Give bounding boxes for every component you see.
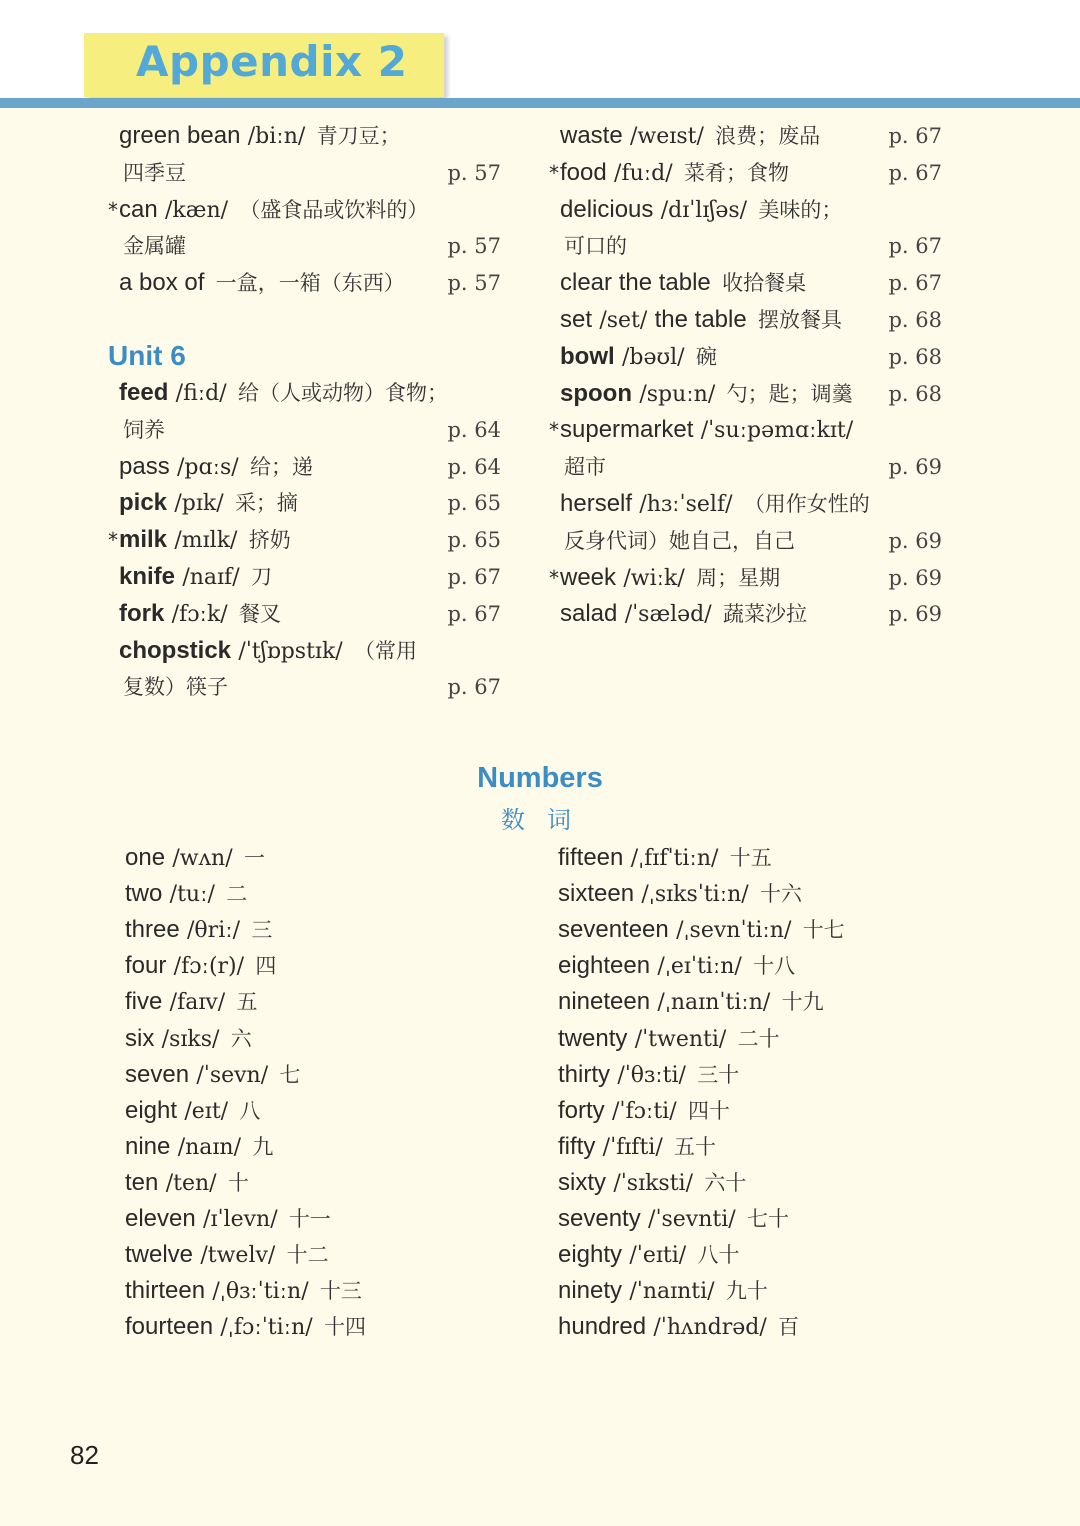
vocab-entry	[119, 449, 501, 485]
chinese-meaning: 勺；匙；调羹	[726, 381, 853, 406]
vocab-entry	[558, 1273, 978, 1309]
vocab-entry	[558, 1309, 978, 1345]
headword: food	[560, 158, 607, 186]
page-reference: p. 64	[447, 417, 501, 442]
headword: knife	[119, 563, 176, 590]
vocab-entry	[560, 523, 942, 559]
headword: thirty	[558, 1060, 611, 1088]
page-reference: p. 57	[447, 271, 501, 296]
asterisk-mark: *	[549, 418, 559, 443]
phonetic: /ˈnaɪnti/	[629, 1279, 715, 1305]
headword: fifteen	[558, 844, 624, 871]
page-reference: p. 69	[888, 602, 942, 627]
headword: twelve	[125, 1241, 194, 1269]
vocab-entry	[119, 633, 501, 669]
vocab-entry	[125, 1309, 525, 1345]
headword: seven	[125, 1060, 190, 1088]
phonetic: /ˌfɪfˈtiːn/	[630, 846, 719, 871]
page-reference: p. 67	[888, 160, 942, 185]
page-reference: p. 57	[447, 234, 501, 259]
page-title: Appendix 2	[136, 37, 408, 86]
chinese-meaning: 九十	[725, 1279, 768, 1304]
phonetic: /ˈsevnti/	[648, 1207, 736, 1232]
phonetic: /kæn/	[165, 197, 229, 223]
headword: pass	[119, 452, 170, 480]
chinese-meaning: 饲养	[123, 417, 165, 442]
vocab-entry	[560, 339, 942, 375]
vocab-entry	[119, 559, 501, 595]
header-rule	[0, 98, 1080, 108]
headword: bowl	[560, 342, 615, 370]
page-reference: p. 64	[447, 454, 501, 479]
headword: feed	[119, 379, 169, 406]
phonetic: /ˈeɪti/	[629, 1243, 687, 1269]
vocab-entry	[558, 1237, 978, 1273]
vocab-entry	[125, 1093, 525, 1129]
vocab-entry	[549, 155, 942, 191]
phonetic: /ɪˈlevn/	[203, 1207, 278, 1232]
chinese-meaning: 百	[778, 1315, 800, 1340]
vocab-entry	[119, 155, 501, 191]
chinese-meaning: 十六	[760, 882, 802, 907]
headword: sixteen	[558, 880, 635, 908]
vocab-entry	[560, 302, 942, 338]
headword: nineteen	[558, 988, 651, 1016]
appendix-banner	[84, 33, 444, 97]
vocab-entry	[558, 1057, 978, 1093]
chinese-meaning: 可口的	[564, 234, 627, 259]
phonetic: /eɪt/	[184, 1098, 229, 1124]
headword: fourteen	[125, 1313, 214, 1341]
headword: eighty	[558, 1241, 623, 1269]
vocab-entry	[119, 596, 501, 632]
chinese-meaning: 五	[236, 990, 258, 1015]
phonetic: /θriː/	[187, 918, 241, 944]
chinese-meaning: 周；星期	[696, 565, 781, 590]
phonetic: /mɪlk/	[174, 528, 238, 554]
phonetic: /ˈtʃɒpstɪk/	[238, 638, 343, 664]
headword: two	[125, 880, 163, 908]
chinese-meaning: 十四	[323, 1315, 366, 1340]
chinese-meaning: 碗	[695, 344, 717, 369]
phonetic: /wʌn/	[172, 846, 233, 871]
headword: chopstick	[119, 636, 232, 664]
vocab-entry	[558, 912, 978, 948]
chinese-meaning: 十七	[802, 918, 845, 943]
vocab-entry	[560, 265, 942, 301]
phonetic: /fɔːk/	[171, 601, 228, 627]
phonetic: /tuː/	[169, 882, 215, 908]
phonetic: /pɑːs/	[177, 454, 239, 480]
headword: eighteen	[558, 952, 651, 980]
phonetic: /ˌeɪˈtiːn/	[657, 954, 742, 980]
headword: forty	[558, 1096, 605, 1124]
vocab-entry	[125, 912, 525, 948]
page-reference: p. 67	[888, 234, 942, 259]
vocab-entry	[125, 1273, 525, 1309]
chinese-meaning: 美味的；	[758, 197, 843, 222]
chinese-meaning: 菜肴；食物	[683, 160, 789, 185]
vocab-entry	[108, 192, 501, 228]
headword: delicious	[560, 195, 654, 223]
vocab-entry	[125, 948, 525, 984]
phonetic: /ˈsuːpəmɑːkɪt/	[700, 418, 854, 444]
phonetic: /naɪn/	[177, 1134, 242, 1160]
vocab-entry	[125, 876, 525, 912]
phonetic: /faɪv/	[169, 990, 226, 1016]
headword: supermarket	[560, 416, 694, 444]
phonetic: /ˈsevn/	[196, 1062, 269, 1088]
vocab-entry	[549, 412, 942, 448]
chinese-meaning: 采；摘	[234, 491, 298, 516]
headword: seventy	[558, 1205, 641, 1232]
chinese-meaning: 复数）筷子	[123, 675, 228, 700]
page-reference: p. 57	[447, 160, 501, 185]
chinese-meaning: 收拾餐桌	[722, 271, 807, 296]
chinese-meaning: 给；递	[250, 454, 314, 479]
chinese-meaning: 十一	[288, 1207, 331, 1231]
vocab-entry	[549, 560, 942, 596]
vocab-entry	[560, 486, 942, 522]
chinese-meaning: 超市	[564, 455, 606, 480]
vocab-entry	[125, 1021, 525, 1057]
asterisk-mark: *	[108, 528, 118, 553]
vocab-entry	[560, 449, 942, 485]
numbers-subheading: 数词	[501, 806, 593, 834]
page-reference: p. 67	[447, 675, 501, 700]
vocab-entry	[125, 1201, 525, 1237]
chinese-meaning: 四十	[687, 1098, 730, 1123]
vocab-entry	[119, 669, 501, 705]
headword: green bean	[119, 122, 241, 149]
numbers-heading: Numbers	[477, 762, 603, 794]
headword: herself	[560, 490, 633, 517]
headword: eleven	[125, 1205, 196, 1232]
headword: nine	[125, 1132, 171, 1160]
phonetic: /hɜːˈself/	[639, 492, 733, 517]
vocab-entry	[558, 1129, 978, 1165]
chinese-meaning: 十三	[319, 1279, 362, 1304]
phonetic: /twelv/	[200, 1243, 276, 1269]
chinese-meaning: 二十	[737, 1026, 780, 1051]
chinese-meaning: 十八	[753, 954, 796, 979]
asterisk-mark: *	[549, 565, 559, 590]
headword: six	[125, 1024, 155, 1052]
chinese-meaning: 七	[279, 1062, 301, 1087]
headword: sixty	[558, 1168, 606, 1196]
headword: pick	[119, 489, 168, 517]
page-reference: p. 67	[447, 565, 501, 589]
chinese-meaning: 挤奶	[248, 528, 291, 553]
headword: waste	[560, 122, 623, 149]
chinese-meaning: 二	[226, 882, 248, 907]
phonetic: /set/	[599, 308, 648, 333]
vocab-entry	[125, 1237, 525, 1273]
headword: a box of	[119, 269, 205, 297]
vocab-entry	[125, 1057, 525, 1093]
chinese-meaning: 四	[255, 954, 277, 979]
chinese-meaning: 四季豆	[123, 160, 186, 185]
chinese-meaning: 十	[227, 1170, 249, 1195]
phonetic: /ˈsæləd/	[624, 602, 712, 628]
vocab-entry	[125, 1129, 525, 1165]
phonetic: /wiːk/	[623, 565, 685, 591]
headword: one	[125, 844, 166, 871]
phonetic: /sɪks/	[161, 1026, 220, 1052]
vocab-entry	[558, 1021, 978, 1057]
vocab-entry	[558, 876, 978, 912]
vocab-entry	[560, 228, 942, 264]
chinese-meaning: 三	[251, 918, 273, 943]
chinese-meaning: 九	[252, 1134, 274, 1159]
phonetic: /pɪk/	[174, 491, 224, 517]
vocab-entry	[558, 840, 978, 876]
headword: twenty	[558, 1024, 628, 1052]
vocab-entry	[119, 375, 501, 411]
phonetic: /ˌnaɪnˈtiːn/	[657, 990, 771, 1016]
headword: five	[125, 988, 163, 1016]
chinese-meaning: 蔬菜沙拉	[722, 602, 807, 627]
vocab-entry	[558, 1093, 978, 1129]
headword: three	[125, 916, 180, 944]
chinese-meaning: 五十	[674, 1134, 717, 1159]
phonetic: /ˌfɔːˈtiːn/	[220, 1315, 313, 1341]
asterisk-mark: *	[549, 160, 559, 185]
phonetic: /biːn/	[247, 124, 306, 149]
phonetic: /ˌsɪksˈtiːn/	[641, 882, 749, 908]
phonetic: /ˈfɔːti/	[612, 1098, 677, 1124]
chinese-meaning: 给（人或动物）食物；	[237, 381, 448, 405]
headword: fifty	[558, 1132, 596, 1160]
page-reference: p. 69	[888, 565, 942, 590]
headword: ten	[125, 1168, 159, 1196]
vocab-entry	[558, 948, 978, 984]
chinese-meaning: 六十	[704, 1170, 747, 1195]
vocab-entry	[560, 376, 942, 412]
phonetic: /weɪst/	[630, 124, 704, 149]
page-reference: p. 65	[447, 491, 501, 516]
chinese-meaning: 七十	[747, 1207, 789, 1231]
chinese-meaning: （常用	[354, 638, 418, 663]
headword: seventeen	[558, 916, 669, 944]
vocab-entry	[119, 265, 501, 301]
vocab-entry	[125, 984, 525, 1020]
vocab-entry	[119, 485, 501, 521]
chinese-meaning: 浪费；废品	[715, 124, 821, 148]
chinese-meaning: 十二	[286, 1243, 329, 1268]
headword: ninety	[558, 1277, 623, 1305]
vocab-entry	[108, 522, 501, 558]
headword: can	[119, 195, 158, 223]
headword: four	[125, 952, 167, 980]
headword: clear the table	[560, 269, 711, 297]
headword: set	[560, 306, 593, 333]
chinese-meaning: 青刀豆；	[316, 124, 401, 148]
vocab-entry	[558, 1165, 978, 1201]
chinese-meaning: 一盒，一箱（东西）	[215, 271, 405, 296]
chinese-meaning: 摆放餐具	[758, 308, 843, 332]
asterisk-mark: *	[108, 197, 118, 222]
chinese-meaning: 一	[243, 846, 265, 870]
headword: fork	[119, 599, 165, 627]
vocab-entry	[119, 228, 501, 264]
headword: week	[560, 563, 617, 591]
chinese-meaning: （盛食品或饮料的）	[239, 197, 429, 222]
page-reference: p. 68	[888, 344, 942, 369]
vocab-entry	[125, 1165, 525, 1201]
vocab-entry	[558, 1201, 978, 1237]
headword: thirteen	[125, 1277, 206, 1305]
page-reference: p. 67	[447, 601, 501, 626]
phonetic: /naɪf/	[182, 565, 240, 590]
page-reference: p. 68	[888, 381, 942, 406]
vocab-entry	[558, 984, 978, 1020]
chinese-meaning: 十五	[729, 846, 772, 870]
phonetic: /fɔː(r)/	[173, 954, 245, 980]
phonetic: /dɪˈlɪʃəs/	[660, 197, 748, 223]
chinese-meaning: （用作女性的	[743, 492, 870, 516]
phonetic: /ˌsevnˈtiːn/	[676, 918, 792, 944]
vocab-entry	[119, 412, 501, 448]
chinese-meaning: 金属罐	[123, 234, 186, 259]
headword: salad	[560, 600, 618, 628]
vocab-entry	[560, 596, 942, 632]
headword: milk	[119, 526, 168, 554]
chinese-meaning: 三十	[697, 1062, 740, 1087]
phonetic: /ˈθɜːti/	[617, 1062, 686, 1088]
phonetic: /ˈhʌndrəd/	[653, 1315, 767, 1341]
chinese-meaning: 反身代词）她自己，自己	[564, 528, 795, 553]
chinese-meaning: 刀	[250, 565, 272, 589]
phonetic: /spuːn/	[639, 381, 716, 407]
chinese-meaning: 八十	[697, 1243, 740, 1268]
phonetic: /fuːd/	[614, 160, 673, 186]
page-reference: p. 67	[888, 124, 942, 148]
chinese-meaning: 十九	[781, 990, 824, 1015]
phonetic: /ˈtwenti/	[634, 1026, 727, 1052]
chinese-meaning: 八	[239, 1098, 261, 1123]
page-number: 82	[70, 1440, 99, 1470]
headword: hundred	[558, 1313, 647, 1341]
headword-extra: the table	[654, 306, 747, 333]
chinese-meaning: 餐叉	[239, 601, 281, 626]
headword: eight	[125, 1096, 178, 1124]
page-reference: p. 68	[888, 308, 942, 332]
phonetic: /bəʊl/	[621, 344, 685, 370]
phonetic: /ˈsɪksti/	[613, 1170, 694, 1196]
phonetic: /ˈfɪfti/	[602, 1134, 663, 1160]
phonetic: /ˌθɜːˈtiːn/	[212, 1279, 309, 1305]
unit-heading: Unit 6	[108, 340, 186, 371]
page-reference: p. 67	[888, 271, 942, 296]
vocab-entry	[560, 118, 942, 154]
page-reference: p. 69	[888, 528, 942, 553]
vocab-entry	[119, 118, 501, 154]
headword: spoon	[560, 379, 632, 407]
phonetic: /ten/	[165, 1170, 217, 1196]
vocab-entry	[560, 192, 942, 228]
phonetic: /fiːd/	[175, 381, 227, 406]
page-reference: p. 65	[447, 528, 501, 553]
chinese-meaning: 六	[230, 1026, 252, 1051]
page-reference: p. 69	[888, 455, 942, 480]
vocab-entry	[125, 840, 525, 876]
